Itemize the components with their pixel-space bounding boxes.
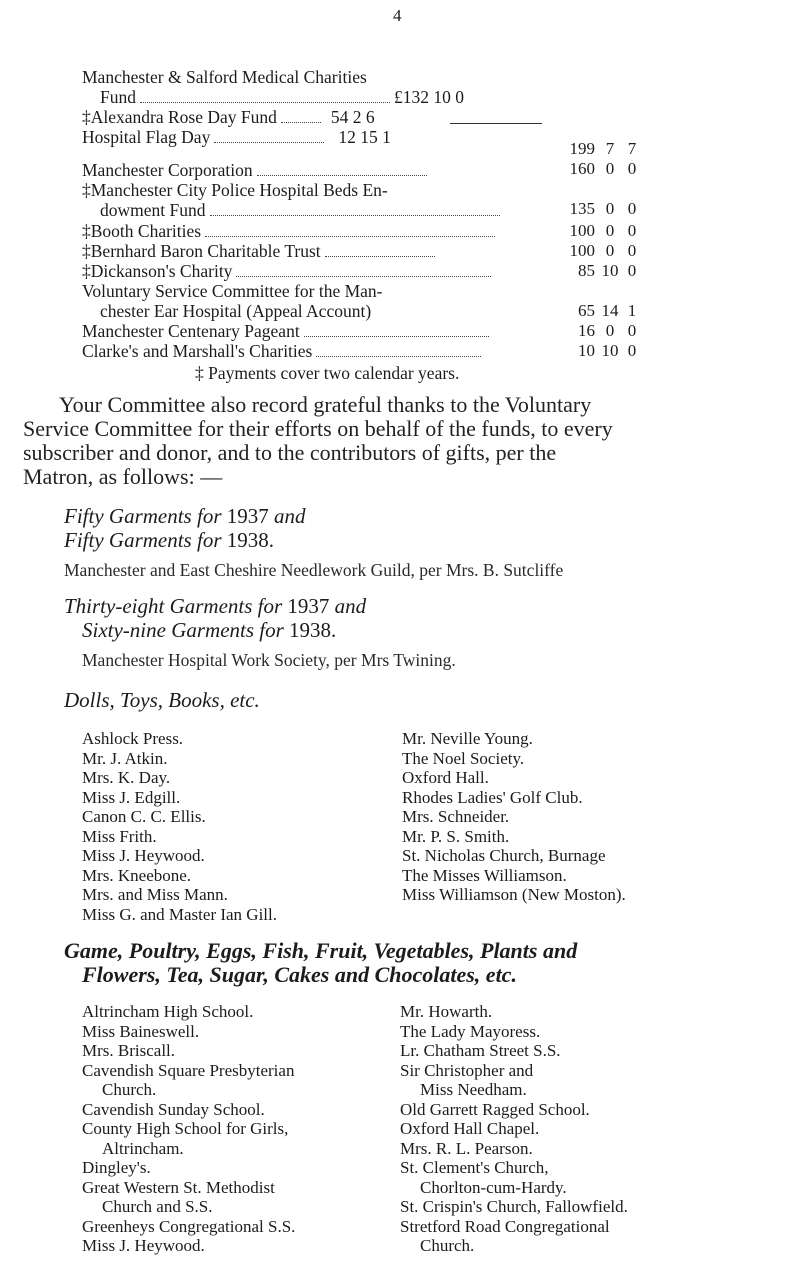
list-item: Great Western St. Methodist xyxy=(82,1177,275,1197)
list-item: Mrs. Kneebone. xyxy=(82,865,192,885)
fund-item-label: ‡Alexandra Rose Day Fund xyxy=(82,107,277,127)
thanks-paragraph-line: Your Committee also record grateful thanks to the Voluntary xyxy=(59,392,592,417)
list-item: The Lady Mayoress. xyxy=(400,1021,541,1041)
footnote: ‡ Payments cover two calendar years. xyxy=(195,363,460,383)
entry-label: ‡Manchester City Police Hospital Beds En- xyxy=(82,180,388,200)
fund-item-amount: £132 10 0 xyxy=(393,87,464,107)
list-item: St. Nicholas Church, Burnage xyxy=(402,846,606,865)
list-item: Oxford Hall Chapel. xyxy=(400,1119,540,1138)
entry-label-cont: chester Ear Hospital (Appeal Account) xyxy=(100,301,372,321)
list-item: Church. xyxy=(102,1080,157,1099)
list-item: Mr. Howarth. xyxy=(400,1002,493,1021)
game-heading: Game, Poultry, Eggs, Fish, Fruit, Vegetables, Plants and xyxy=(64,938,578,963)
list-item: Lr. Chatham Street S.S. xyxy=(400,1041,561,1060)
game-heading: Flowers, Tea, Sugar, Cakes and Chocolates, etc. xyxy=(82,962,517,987)
list-item: Ashlock Press. xyxy=(82,729,184,748)
fund-item-amount: 12 15 1 xyxy=(338,127,391,147)
list-item: Miss J. Edgill. xyxy=(82,787,181,807)
list-item: Old Garrett Ragged School. xyxy=(400,1099,590,1119)
garments-credit: Manchester and East Cheshire Needlework Guild, per Mrs. B. Sutcliffe xyxy=(64,560,564,580)
entry-label: ‡Dickanson's Charity xyxy=(82,261,495,281)
garments-credit: Manchester Hospital Work Society, per Mrs Twining. xyxy=(82,650,456,670)
list-item: Cavendish Sunday School. xyxy=(82,1099,265,1119)
list-item: Mr. J. Atkin. xyxy=(82,748,168,768)
list-item: St. Crispin's Church, Fallowfield. xyxy=(400,1197,628,1216)
list-item: Mrs. Briscall. xyxy=(82,1041,176,1060)
list-item: Mr. P. S. Smith. xyxy=(402,826,510,846)
list-item: County High School for Girls, xyxy=(82,1119,289,1138)
fund-item-row xyxy=(82,107,375,127)
list-item: Mrs. R. L. Pearson. xyxy=(400,1138,533,1158)
garments-heading: Thirty-eight Garments for 1937 and xyxy=(64,594,367,618)
page-number: 4 xyxy=(393,6,402,25)
list-item: Miss Frith. xyxy=(82,826,157,846)
list-item: Miss J. Heywood. xyxy=(82,1236,205,1255)
thanks-paragraph-line: Service Committee for their efforts on behalf of the funds, to every xyxy=(23,416,613,441)
list-item: Altrincham High School. xyxy=(82,1002,254,1021)
list-item: Rhodes Ladies' Golf Club. xyxy=(402,787,583,807)
dolls-heading: Dolls, Toys, Books, etc. xyxy=(64,688,260,712)
list-item: St. Clement's Church, xyxy=(400,1158,549,1177)
fund-heading: Manchester & Salford Medical Charities xyxy=(82,67,367,87)
list-item: Altrincham. xyxy=(102,1138,184,1158)
list-item: The Misses Williamson. xyxy=(402,865,567,885)
entry-label-cont: dowment Fund xyxy=(100,200,504,220)
list-item: The Noel Society. xyxy=(402,748,525,768)
list-item: Cavendish Square Presbyterian xyxy=(82,1060,295,1080)
list-item: Mr. Neville Young. xyxy=(402,729,533,748)
entry-label: Manchester Centenary Pageant xyxy=(82,321,493,341)
list-item: Canon C. C. Ellis. xyxy=(82,807,206,826)
fund-item-row xyxy=(100,87,464,107)
entry-label: Manchester Corporation xyxy=(82,160,431,180)
list-item: Dingley's. xyxy=(82,1158,151,1177)
list-item: Greenheys Congregational S.S. xyxy=(82,1216,296,1236)
game-left-list xyxy=(82,1002,295,1256)
list-item: Church. xyxy=(420,1236,475,1255)
list-item: Church and S.S. xyxy=(102,1197,213,1216)
garments-heading: Sixty-nine Garments for 1938. xyxy=(82,618,337,642)
dolls-right-list xyxy=(402,729,626,905)
list-item: Miss G. and Master Ian Gill. xyxy=(82,904,278,924)
entry-label: ‡Bernhard Baron Charitable Trust xyxy=(82,241,439,261)
list-item: Mrs. Schneider. xyxy=(402,807,510,826)
entry-label: Voluntary Service Committee for the Man- xyxy=(82,281,383,301)
list-item: Mrs. and Miss Mann. xyxy=(82,885,228,904)
fund-item-amount: 54 2 6 xyxy=(330,107,375,127)
subtotal-rule xyxy=(450,123,542,124)
entry-label: ‡Booth Charities xyxy=(82,221,499,241)
list-item: Sir Christopher and xyxy=(400,1060,534,1080)
list-item: Miss J. Heywood. xyxy=(82,846,205,865)
fund-item-label: Hospital Flag Day xyxy=(82,127,211,147)
fund-item-row xyxy=(82,127,391,147)
list-item: Oxford Hall. xyxy=(402,768,489,787)
list-item: Miss Baineswell. xyxy=(82,1021,200,1041)
list-item: Chorlton-cum-Hardy. xyxy=(420,1177,567,1197)
thanks-paragraph-line: Matron, as follows: — xyxy=(23,464,223,489)
game-right-list xyxy=(400,1002,628,1256)
garments-heading: Fifty Garments for 1937 and xyxy=(64,504,306,528)
entry-label: Clarke's and Marshall's Charities xyxy=(82,341,485,361)
list-item: Mrs. K. Day. xyxy=(82,768,171,787)
list-item: Miss Needham. xyxy=(420,1080,527,1099)
list-item: Stretford Road Congregational xyxy=(400,1216,610,1236)
fund-item-label: Fund xyxy=(100,87,136,107)
garments-heading: Fifty Garments for 1938. xyxy=(64,528,274,552)
thanks-paragraph-line: subscriber and donor, and to the contributors of gifts, per the xyxy=(23,440,557,465)
dolls-left-list xyxy=(82,729,277,924)
list-item: Miss Williamson (New Moston). xyxy=(402,885,626,904)
